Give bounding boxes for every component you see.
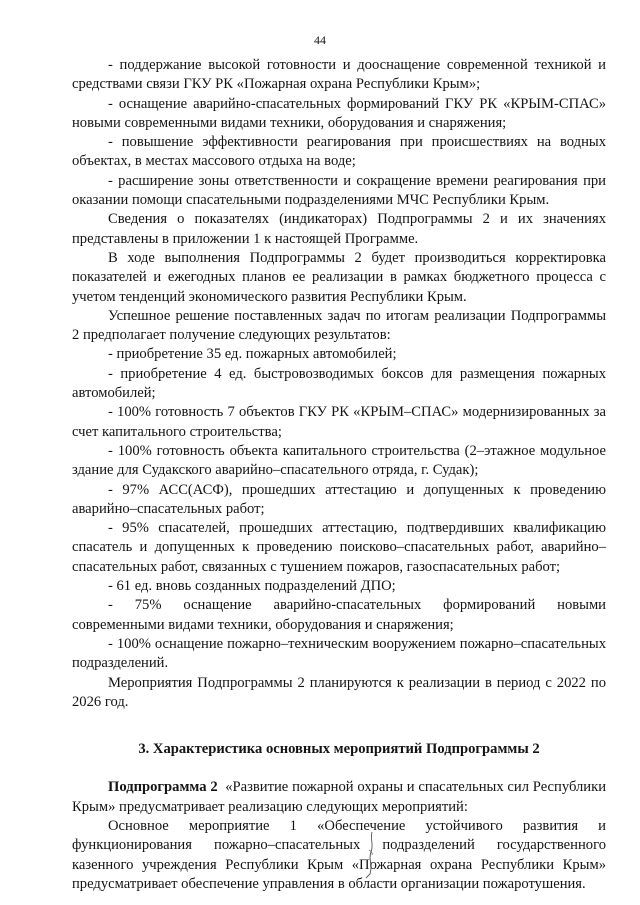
paragraph: - расширение зоны ответственности и сокращение времени реагирования при оказании помощи спасательными подразделениями МЧС Республики Крым.: [72, 172, 606, 209]
list-item: - приобретение 4 ед. быстровозводимых боксов для размещения пожарных автомобилей;: [72, 365, 606, 402]
paragraph: Основное мероприятие 1 «Обеспечение устойчивого развития и функционирования пожарно–спасательных подразделений государственного казенного учреждения Республики Крым «Пожарная охрана Республики Крым» предусматривает обеспечение управления в области организации пожаротушения.: [72, 817, 606, 892]
paragraph: Сведения о показателях (индикаторах) Подпрограммы 2 и их значениях представлены в приложении 1 к настоящей Программе.: [72, 211, 606, 247]
document-body: [72, 56, 606, 894]
list-item: - 100% оснащение пожарно–техническим вооружением пожарно–спасательных подразделений.: [72, 635, 606, 672]
list-item: - 97% АСС(АСФ), прошедших аттестацию и допущенных к проведению аварийно–спасательных работ;: [72, 481, 606, 517]
paragraph: Успешное решение поставленных задач по итогам реализации Подпрограммы 2 предполагает получение следующих результатов:: [72, 307, 606, 344]
list-item: - 95% спасателей, прошедших аттестацию, подтвердивших квалификацию спасатель и допущенных к проведению поисково–спасательных работ, аварийно–спасательных работ, связанных с тушением пожаров, газоспасательных работ;: [72, 520, 606, 575]
paragraph: - оснащение аварийно-спасательных формирований ГКУ РК «КРЫМ-СПАС» новыми современными видами техники, оборудования и снаряжения;: [72, 95, 606, 131]
page-number: 44: [314, 33, 326, 47]
section-heading: 3. Характеристика основных мероприятий Подпрограммы 2: [138, 741, 540, 758]
list-item: - приобретение 35 ед. пожарных автомобилей;: [108, 346, 397, 363]
list-item: - 61 ед. вновь созданных подразделений ДПО;: [108, 578, 396, 595]
subprogram-label: Подпрограмма 2: [108, 779, 218, 796]
list-item: - 100% готовность объекта капитального строительства (2–этажное модульное здание для Судакского аварийно–спасательного отряда, г. Судак);: [72, 442, 606, 479]
paragraph: - поддержание высокой готовности и дооснащение современной техникой и средствами связи ГКУ РК «Пожарная охрана Республики Крым»;: [72, 57, 606, 93]
paragraph: Мероприятия Подпрограммы 2 планируются к реализации в период с 2022 по 2026 год.: [72, 674, 606, 710]
subprogram-paragraph: [72, 778, 606, 817]
list-item: - 75% оснащение аварийно-спасательных формирований новыми современными видами техники, оборудования и снаряжения;: [72, 597, 606, 633]
list-item: - 100% готовность 7 объектов ГКУ РК «КРЫМ–СПАС» модернизированных за счет капитального строительства;: [72, 404, 606, 440]
handwritten-mark: [356, 830, 386, 880]
paragraph: В ходе выполнения Подпрограммы 2 будет производиться корректировка показателей и ежегодных планов ее реализации в рамках бюджетного процесса с учетом тенденций экономического развития Республики Крым.: [72, 249, 606, 305]
subprogram-text: «Развитие пожарной охраны и спасательных сил Республики Крым» предусматривает реализацию следующих мероприятий:: [72, 779, 606, 815]
paragraph: - повышение эффективности реагирования при происшествиях на водных объектах, в местах массового отдыха на воде;: [72, 134, 606, 170]
